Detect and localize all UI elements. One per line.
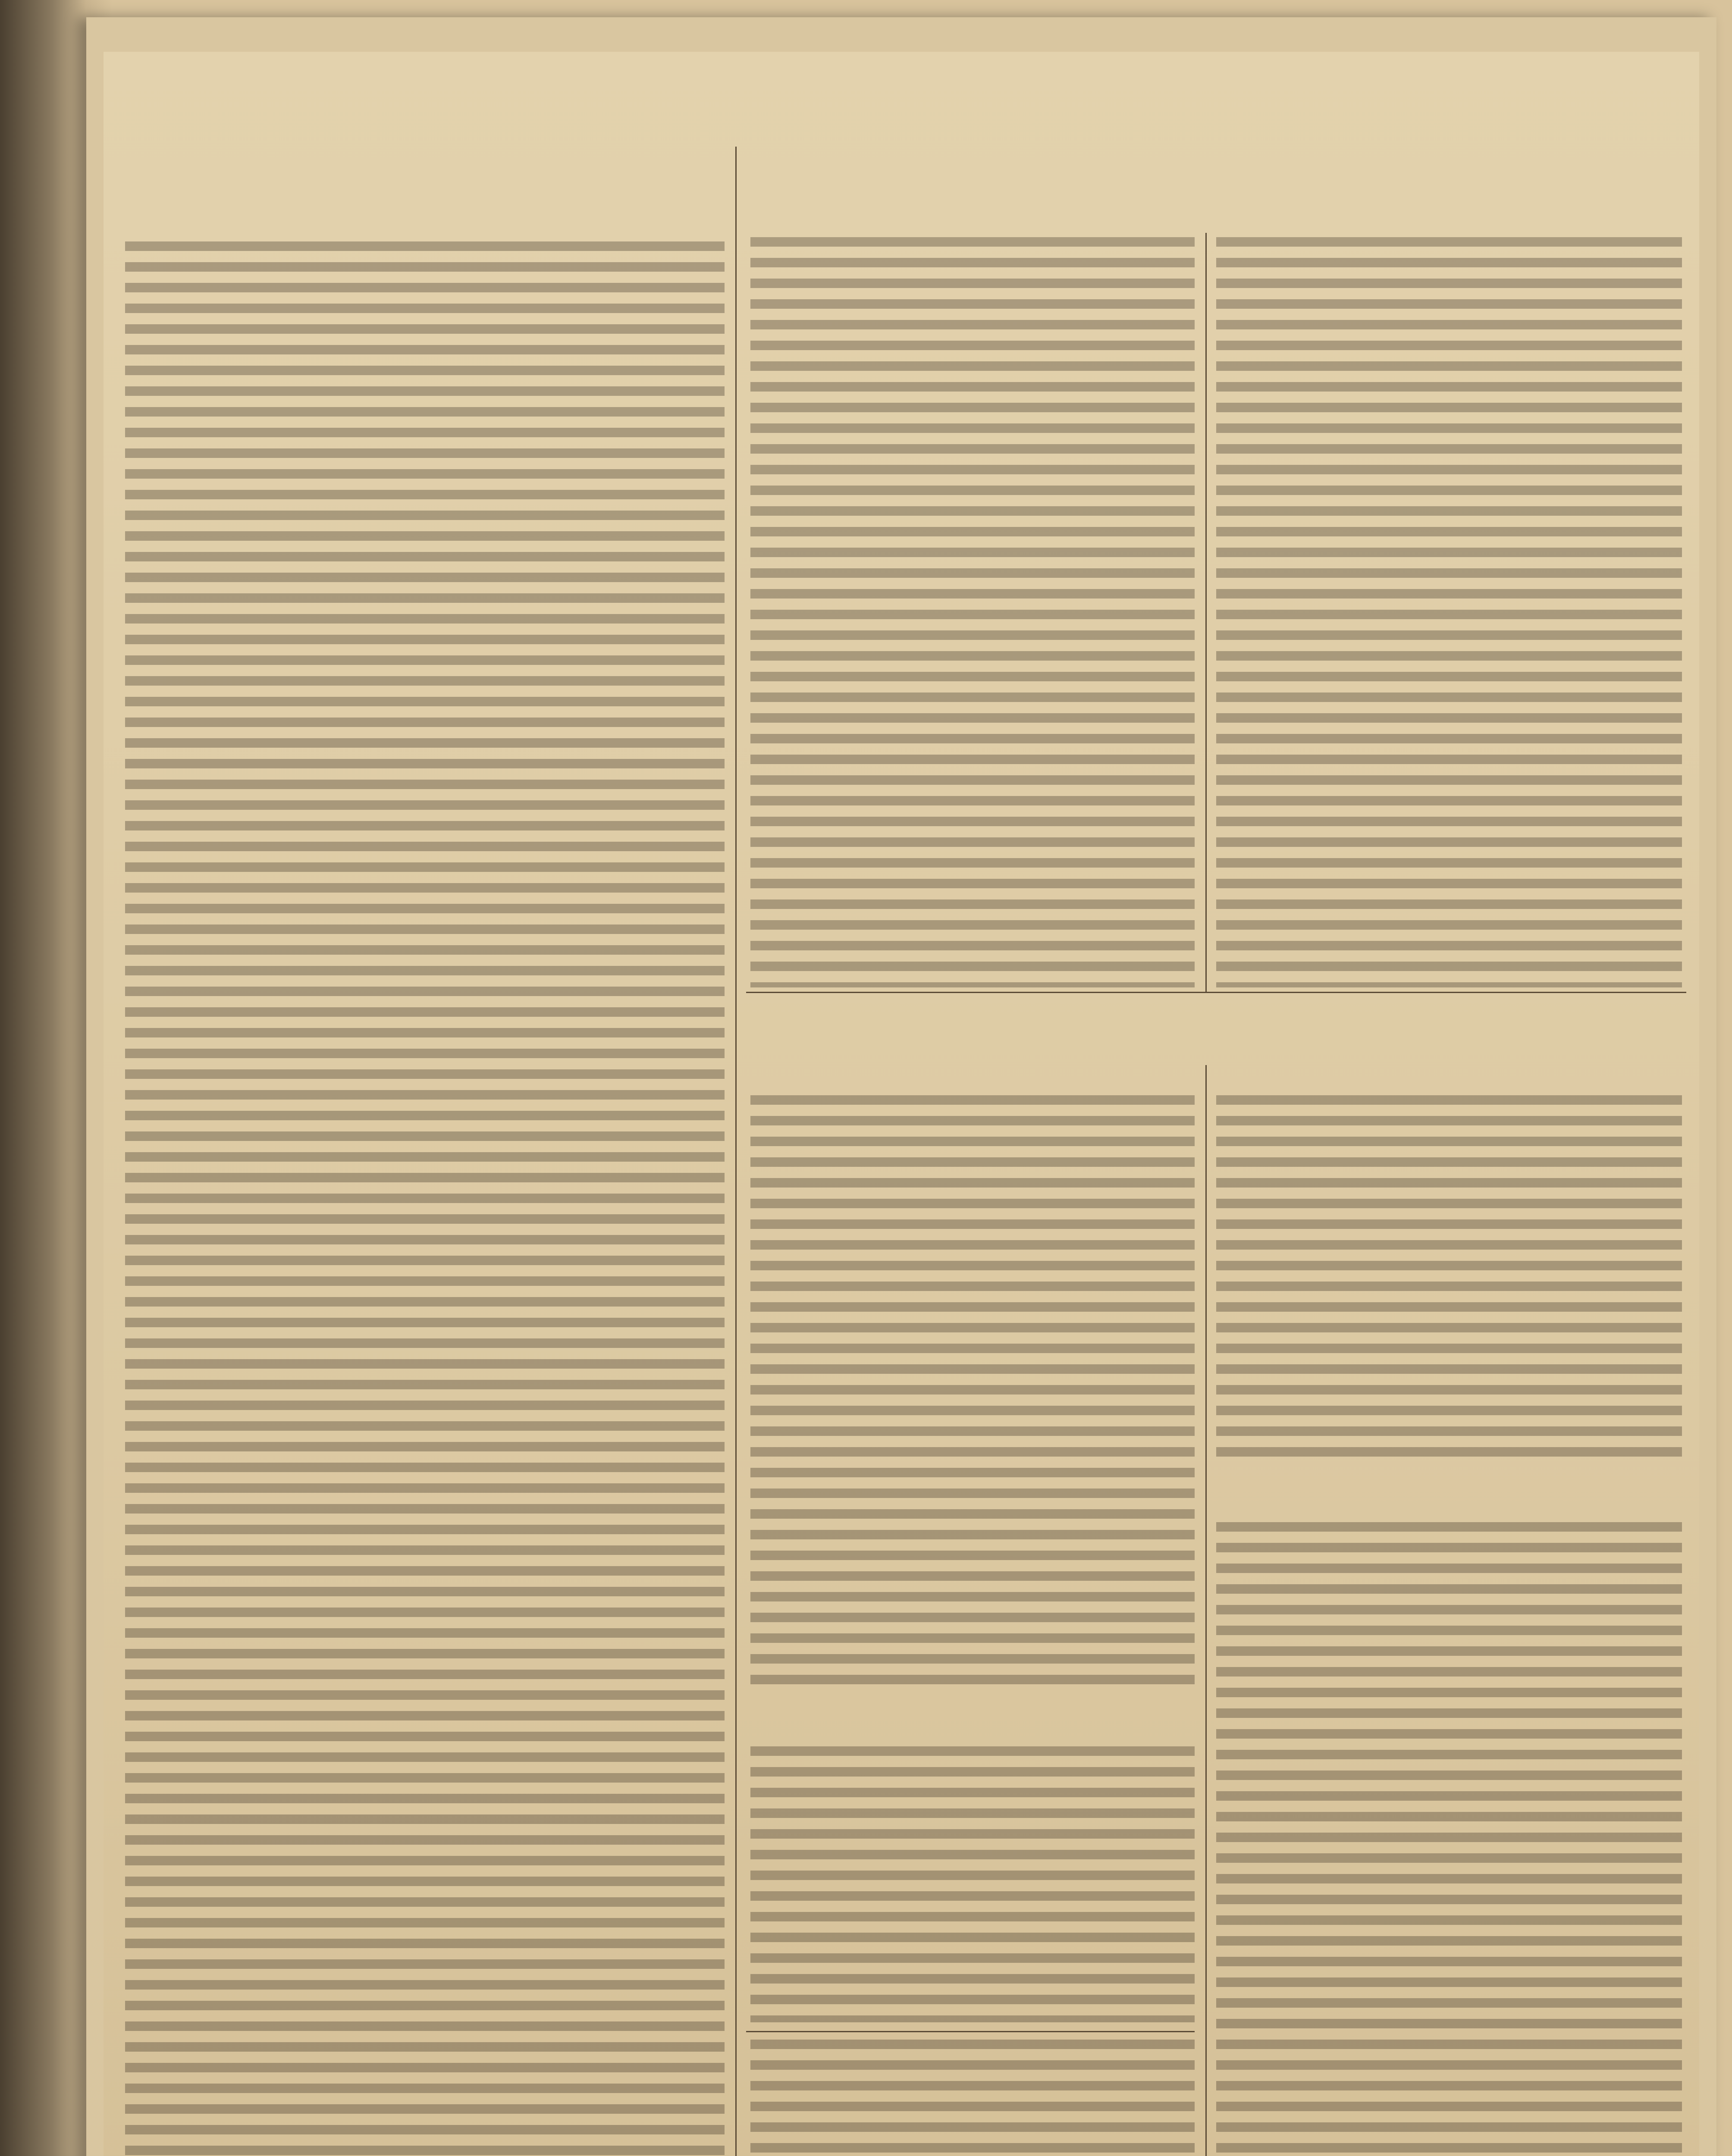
column-rule-2 xyxy=(1205,233,1207,992)
column-two-lower-text xyxy=(750,1746,1195,2022)
column-one-subhead xyxy=(121,211,725,233)
banner-headline xyxy=(746,1005,1686,1065)
column-rule-1 xyxy=(735,147,737,2156)
main-subhead xyxy=(746,207,1686,229)
banner-subhead xyxy=(746,1069,1686,1091)
rule-under-banner xyxy=(746,992,1686,993)
column-three-upper-text xyxy=(1216,237,1682,987)
lower-left-headline xyxy=(746,1699,1195,1738)
column-one-text xyxy=(125,241,725,2156)
column-three-lower-text xyxy=(1216,1522,1682,2156)
column-two-upper-text xyxy=(750,237,1195,987)
rule-lower-section xyxy=(746,2031,1195,2032)
column-two-bottom-text xyxy=(750,2040,1195,2156)
lower-right-headline xyxy=(1216,1475,1686,1514)
column-rule-3 xyxy=(1205,1065,1207,2156)
column-two-mid-text xyxy=(750,1095,1195,1690)
newspaper-page xyxy=(104,52,1699,2156)
column-one-headline xyxy=(121,155,725,207)
main-headline xyxy=(746,134,1686,203)
column-three-mid-text xyxy=(1216,1095,1682,1466)
